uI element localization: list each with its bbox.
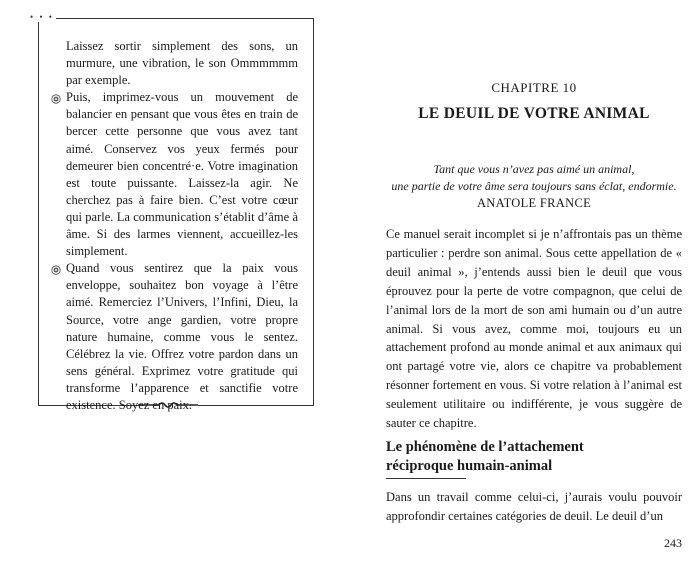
section-underline	[386, 478, 466, 479]
section-heading-line: réciproque humain-animal	[386, 458, 553, 474]
body-paragraph: Ce manuel serait incomplet si je n’affrontais pas un thème particulier : perdre son animal. Sous cette appellation de « deuil animal », j’entends aussi bien le deuil que vous éprouvez pour la perte de votre compagnon, que celui de l’animal lors de la mort de son ami humain ou d’un autre animal. Si vous avez, comme moi, toujours eu un attachement profond au monde animal et aux animaux qui ont partagé votre vie, alors ce chapitre va probablement résonner fortement en vous. Si votre relation à l’animal est seulement utilitaire ou indifférente, je vous suggère de sauter ce chapitre.	[386, 227, 682, 431]
list-item	[66, 260, 298, 414]
intro-paragraph: Laissez sortir simplement des sons, un murmure, une vibration, le son Ommmmmm par exemple.	[66, 39, 298, 88]
epigraph-line: Tant que vous n’avez pas aimé un animal,	[433, 162, 635, 176]
frame-text	[66, 38, 298, 414]
chapter-label: CHAPITRE 10	[491, 80, 577, 95]
epigraph	[386, 161, 682, 195]
page-number: 243	[664, 536, 682, 550]
section-heading	[386, 438, 682, 476]
list-item	[66, 89, 298, 260]
epigraph-line: une partie de votre âme sera toujours sans éclat, endormie.	[391, 179, 677, 193]
right-page	[350, 0, 700, 566]
chapter-title: LE DEUIL DE VOTRE ANIMAL	[418, 105, 650, 122]
section-heading-line: Le phénomène de l’attachement	[386, 439, 584, 455]
body-paragraph: Dans un travail comme celui-ci, j’aurais voulu pouvoir approfondir certaines catégories de deuil. Le deuil d’un	[386, 490, 682, 523]
bullet-text: Quand vous sentirez que la paix vous enveloppe, souhaitez bon voyage à l’être aimé. Remerciez l’Univers, l’Infini, Dieu, la Source, votre ange gardien, votre propre nature humaine, comme vous le sentez. Célébrez la vie. Offrez votre pardon dans un sens général. Exprimez votre gratitude qui transforme l’apparence et sanctifie votre existence. Soyez en paix.	[66, 261, 298, 412]
flower-bullet-icon	[51, 263, 61, 273]
flower-bullet-icon	[51, 92, 61, 102]
bullet-text: Puis, imprimez-vous un mouvement de balancier en pensant que vous êtes en train de bercer cette personne que vous avez tant aimé. Conservez vos yeux fermés pour demeurer bien concentré·e. Votre imagination est toute puissante. Laissez-la agir. Ne cherchez pas à faire bien. C’est votre cœur qui parle. La communication s’établit d’âme à âme. Si des larmes viennent, accueillez-les simplement.	[66, 90, 298, 259]
frame-corner-dots: • • •	[30, 12, 54, 22]
epigraph-author: ANATOLE FRANCE	[476, 196, 592, 210]
